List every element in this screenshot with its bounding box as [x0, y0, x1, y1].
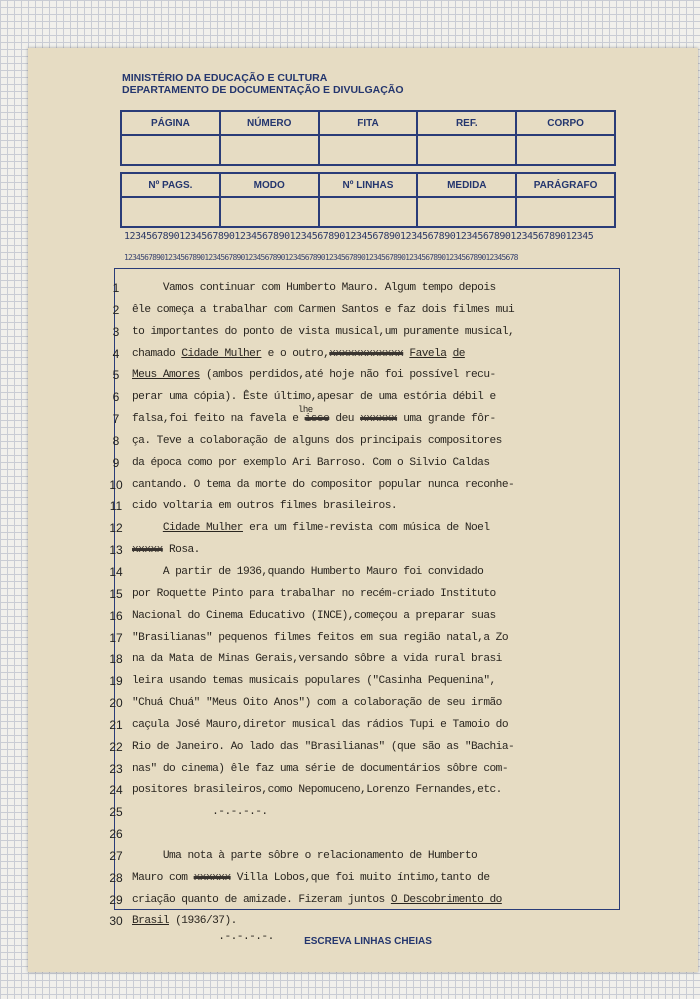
line-number: 12 [109, 521, 123, 536]
film-title: Meus Amores [132, 369, 200, 382]
field-value-corpo [516, 135, 615, 165]
line-number: 15 [109, 586, 123, 601]
interlinear-insert: lhe [298, 405, 313, 416]
field-value-num-pags [121, 197, 220, 227]
text-line: Rio de Janeiro. Ao lado das "Brasilianas" (que são as "Bachia- [132, 740, 515, 753]
text-line: Cidade Mulher era um filme-revista com música de Noel [162, 522, 490, 535]
film-title: Cidade Mulher [181, 347, 262, 360]
line-numbers [104, 278, 128, 933]
text-line: Meus Amores (ambos perdidos,até hoje não foi possível recu- [132, 369, 496, 382]
line-number: 5 [112, 368, 120, 383]
text-line: Vamos continuar com Humberto Mauro. Algum tempo depois [132, 282, 496, 294]
line-number: 25 [109, 805, 123, 820]
line-number: 30 [109, 914, 123, 929]
field-value-ref [417, 135, 516, 165]
line-number: 7 [112, 412, 120, 427]
text-line: cido voltaria em outros filmes brasileiros. [132, 500, 398, 513]
line-number: 24 [109, 783, 123, 798]
field-label-num-pags: Nº PAGS. [121, 173, 220, 197]
film-title: Favela [409, 347, 447, 360]
struck-text: xxxxxxxxxxxx [329, 347, 404, 360]
line-number: 18 [109, 652, 123, 667]
text-line: criação quanto de amizade. Fizeram juntos O Descobrimento do [132, 893, 502, 906]
film-title: O Descobrimento do [390, 893, 502, 906]
text-line: chamado Cidade Mulher e o outro,xxxxxxxxxxxx Favela de [132, 347, 465, 360]
form-table-top [120, 110, 616, 166]
character-ruler-bottom: 12345678901234567890123456789012345678901234567890123456789012345678901234567890123456789012345678 [124, 253, 518, 262]
ministry-title: MINISTÉRIO DA EDUCAÇÃO E CULTURA [122, 72, 328, 84]
text-line: "Chuá Chuá" "Meus Oito Anos") com a colaboração de seu irmão [132, 697, 502, 710]
line-number: 1 [112, 281, 120, 295]
text-line: "Brasilianas" pequenos filmes feitos em sua região natal,a Zo [132, 631, 508, 644]
field-value-modo [220, 197, 319, 227]
text-line: por Roquette Pinto para trabalhar no recém-criado Instituto [132, 587, 496, 600]
field-label-num-linhas: Nº LINHAS [319, 173, 418, 197]
field-value-pagina [121, 135, 220, 165]
line-number: 11 [109, 499, 123, 514]
line-number: 13 [109, 543, 123, 558]
field-value-medida [417, 197, 516, 227]
character-ruler-top: 1234567890123456789012345678901234567890123456789012345678901234567890123456789012345 [124, 231, 594, 242]
text-line: na da Mata de Minas Gerais,versando sôbre a vida rural brasi [132, 653, 502, 666]
text-line: positores brasileiros,como Nepomuceno,Lorenzo Fernandes,etc. [132, 784, 502, 797]
line-number: 20 [109, 696, 123, 711]
field-value-num-linhas [319, 197, 418, 227]
text-line: perar uma cópia). Êste último,apesar de uma estória débil e [132, 391, 496, 404]
line-number: 8 [112, 433, 120, 448]
line-number: 26 [109, 827, 123, 842]
field-label-paragrafo: PARÁGRAFO [516, 173, 615, 197]
film-title: Cidade Mulher [162, 522, 243, 535]
field-label-fita: FITA [319, 111, 418, 135]
text-line: leira usando temas musicais populares ("Casinha Pequenina", [132, 675, 496, 688]
text-line: xxxxx Rosa. [132, 544, 200, 557]
text-line: cantando. O tema da morte do compositor popular nunca reconhe- [132, 478, 515, 491]
text-line: Mauro com xxxxxx Villa Lobos,que foi muito íntimo,tanto de [132, 871, 490, 884]
text-line: Nacional do Cinema Educativo (INCE),começou a preparar suas [132, 609, 496, 622]
line-number: 6 [112, 390, 120, 405]
struck-text: xxxxx [132, 544, 163, 557]
field-label-modo: MODO [220, 173, 319, 197]
text-line: êle começa a trabalhar com Carmen Santos e faz dois filmes mui [132, 303, 515, 316]
field-label-ref: REF. [417, 111, 516, 135]
line-number: 4 [112, 346, 120, 361]
line-number: 29 [109, 892, 123, 907]
line-number: 14 [109, 564, 123, 579]
line-number: 9 [112, 455, 120, 470]
text-line: to importantes do ponto de vista musical,um puramente musical, [132, 325, 515, 338]
text-line [132, 824, 632, 846]
text-line: A partir de 1936,quando Humberto Mauro foi convidado [132, 565, 484, 578]
field-label-numero: NÚMERO [220, 111, 319, 135]
struck-text: xxxxxx [360, 413, 398, 426]
struck-text: xxxxxx [193, 871, 231, 884]
typewritten-text [132, 278, 632, 945]
letterhead [122, 72, 404, 96]
department-title: DEPARTAMENTO DE DOCUMENTAÇÃO E DIVULGAÇÃO [122, 84, 404, 96]
line-number: 17 [109, 630, 123, 645]
text-line: ça. Teve a colaboração de alguns dos principais compositores [132, 434, 502, 447]
section-separator: .-.-.-.-. [132, 931, 274, 944]
text-line: Brasil (1936/37). [132, 915, 237, 928]
text-line: caçula José Mauro,diretor musical das rádios Tupi e Tamoio do [132, 718, 508, 731]
field-value-paragrafo [516, 197, 615, 227]
form-table-bottom [120, 172, 616, 228]
line-number: 27 [109, 848, 123, 863]
line-number: 2 [112, 302, 120, 317]
line-number: 23 [109, 761, 123, 776]
line-number: 19 [109, 674, 123, 689]
struck-text: isso [304, 413, 330, 426]
text-line: Uma nota à parte sôbre o relacionamento de Humberto [132, 849, 478, 862]
field-label-corpo: CORPO [516, 111, 615, 135]
line-number: 10 [109, 477, 123, 492]
line-number: 3 [112, 324, 120, 339]
field-label-medida: MEDIDA [417, 173, 516, 197]
line-number: 22 [109, 739, 123, 754]
document-sheet [28, 48, 698, 972]
section-separator: .-.-.-.-. [132, 806, 268, 819]
field-value-fita [319, 135, 418, 165]
field-label-pagina: PÁGINA [121, 111, 220, 135]
text-line: falsa,foi feito na favela e isso deu xxxxxx uma grande fôr- lhe [132, 409, 632, 431]
line-number: 28 [109, 870, 123, 885]
film-title: Brasil [132, 915, 169, 928]
text-line: nas" do cinema) êle faz uma série de documentários sôbre com- [132, 762, 508, 775]
footer-instruction: ESCREVA LINHAS CHEIAS [304, 936, 432, 947]
text-line: da época como por exemplo Ari Barroso. Com o Silvio Caldas [132, 456, 490, 469]
line-number: 21 [109, 717, 123, 732]
line-number: 16 [109, 608, 123, 623]
field-value-numero [220, 135, 319, 165]
